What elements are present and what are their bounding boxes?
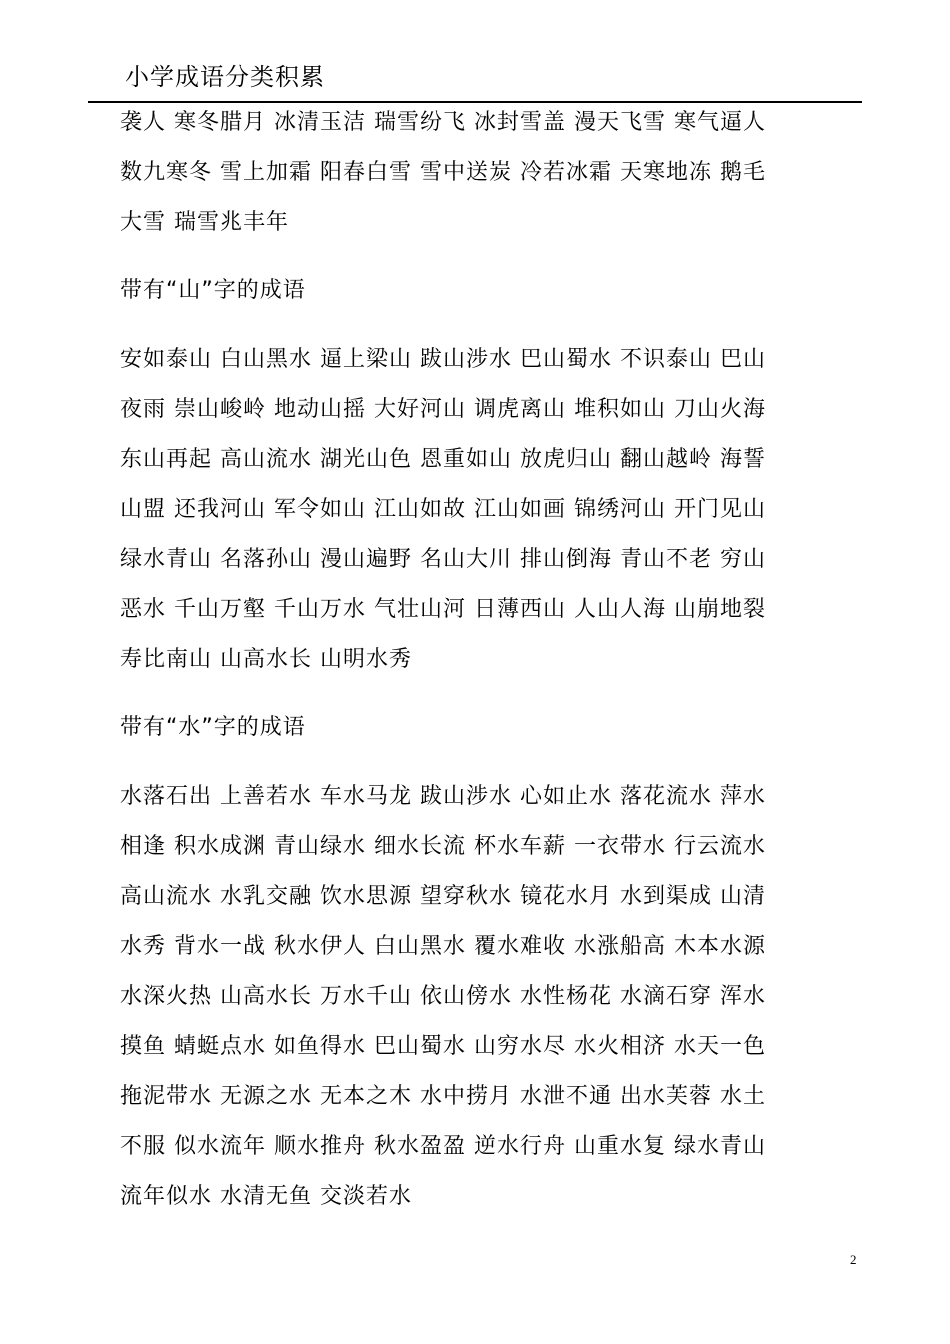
text-line: 袭人 寒冬腊月 冰清玉洁 瑞雪纷飞 冰封雪盖 漫天飞雪 寒气逼人 [120,110,766,135]
text-line: 摸鱼 蜻蜓点水 如鱼得水 巴山蜀水 山穷水尽 水火相济 水天一色 [120,1034,766,1059]
text-line: 水秀 背水一战 秋水伊人 白山黑水 覆水难收 水涨船高 木本水源 [120,934,766,959]
text-line: 不服 似水流年 顺水推舟 秋水盈盈 逆水行舟 山重水复 绿水青山 [120,1134,766,1159]
document-title: 小学成语分类积累 [125,63,325,91]
text-line: 大雪 瑞雪兆丰年 [120,210,289,235]
text-line: 山盟 还我河山 军令如山 江山如故 江山如画 锦绣河山 开门见山 [120,497,766,522]
text-line: 东山再起 高山流水 湖光山色 恩重如山 放虎归山 翻山越岭 海誓 [120,447,766,472]
header-divider [88,101,862,103]
section-heading: 带有“山”字的成语 [120,278,306,303]
text-line: 流年似水 水清无鱼 交淡若水 [120,1184,412,1209]
text-line: 寿比南山 山高水长 山明水秀 [120,647,412,672]
text-line: 绿水青山 名落孙山 漫山遍野 名山大川 排山倒海 青山不老 穷山 [120,547,766,572]
text-line: 夜雨 崇山峻岭 地动山摇 大好河山 调虎离山 堆积如山 刀山火海 [120,397,766,422]
text-line: 水深火热 山高水长 万水千山 依山傍水 水性杨花 水滴石穿 浑水 [120,984,766,1009]
text-line: 水落石出 上善若水 车水马龙 跋山涉水 心如止水 落花流水 萍水 [120,784,766,809]
text-line: 高山流水 水乳交融 饮水思源 望穿秋水 镜花水月 水到渠成 山清 [120,884,766,909]
section-heading: 带有“水”字的成语 [120,715,306,740]
text-line: 相逢 积水成渊 青山绿水 细水长流 杯水车薪 一衣带水 行云流水 [120,834,766,859]
text-line: 拖泥带水 无源之水 无本之木 水中捞月 水泄不通 出水芙蓉 水土 [120,1084,766,1109]
text-line: 恶水 千山万壑 千山万水 气壮山河 日薄西山 人山人海 山崩地裂 [120,597,766,622]
text-line: 安如泰山 白山黑水 逼上梁山 跋山涉水 巴山蜀水 不识泰山 巴山 [120,347,766,372]
page-number: 2 [850,1252,857,1267]
text-line: 数九寒冬 雪上加霜 阳春白雪 雪中送炭 冷若冰霜 天寒地冻 鹅毛 [120,160,766,185]
